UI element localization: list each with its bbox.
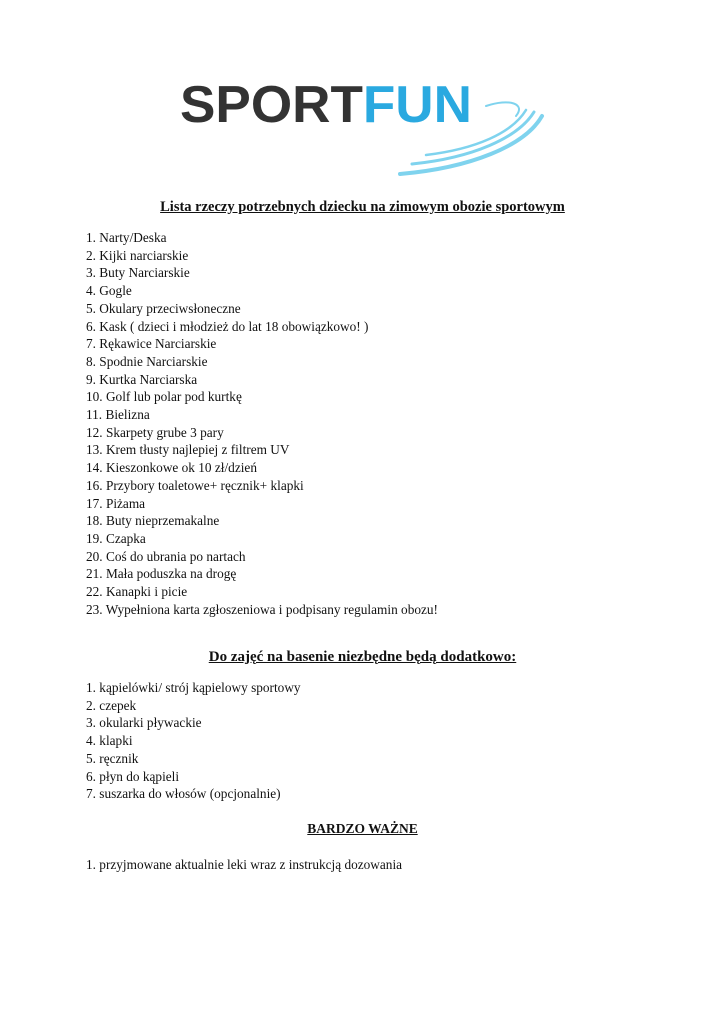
list-item: 5. ręcznik bbox=[86, 750, 139, 766]
important-title: BARDZO WAŻNE bbox=[307, 821, 418, 836]
list-item: 6. Kask ( dzieci i młodzież do lat 18 obowiązkowo! ) bbox=[86, 318, 369, 334]
list-item: 7. Rękawice Narciarskie bbox=[86, 336, 217, 352]
list-item: 4. Gogle bbox=[86, 283, 132, 299]
list-item: 19. Czapka bbox=[86, 530, 146, 546]
list-item: 16. Przybory toaletowe+ ręcznik+ klapki bbox=[86, 477, 304, 493]
list-item: 23. Wypełniona karta zgłoszeniowa i podpisany regulamin obozu! bbox=[86, 601, 438, 617]
list-item: 11. Bielizna bbox=[86, 407, 150, 423]
list-item: 3. Buty Narciarskie bbox=[86, 265, 190, 281]
main-items-list bbox=[86, 229, 438, 618]
logo-word-fun: FUN bbox=[362, 76, 470, 134]
list-item: 3. okularki pływackie bbox=[86, 715, 202, 731]
list-item: 12. Skarpety grube 3 pary bbox=[86, 424, 224, 440]
important-items-list bbox=[86, 856, 402, 874]
list-item: 20. Coś do ubrania po nartach bbox=[86, 548, 246, 564]
list-item: 8. Spodnie Narciarskie bbox=[86, 353, 208, 369]
sportfun-logo-graphic bbox=[180, 76, 550, 186]
list-item: 4. klapki bbox=[86, 733, 133, 749]
sportfun-logo bbox=[180, 76, 550, 186]
list-item: 14. Kieszonkowe ok 10 zł/dzień bbox=[86, 460, 257, 476]
logo-word-sport: SPORT bbox=[180, 76, 360, 134]
list-item: 13. Krem tłusty najlepiej z filtrem UV bbox=[86, 442, 290, 458]
list-item: 7. suszarka do włosów (opcjonalnie) bbox=[86, 786, 281, 802]
list-item: 2. Kijki narciarskie bbox=[86, 247, 189, 263]
list-item: 9. Kurtka Narciarska bbox=[86, 371, 198, 387]
pool-list-title: Do zajęć na basenie niezbędne będą dodatkowo: bbox=[208, 649, 517, 665]
list-item: 1. przyjmowane aktualnie leki wraz z instrukcją dozowania bbox=[86, 857, 403, 872]
list-item: 6. płyn do kąpieli bbox=[86, 768, 180, 784]
list-item: 17. Piżama bbox=[86, 495, 146, 511]
logo-wordmark bbox=[180, 76, 472, 134]
list-item: 1. kąpielówki/ strój kąpielowy sportowy bbox=[86, 680, 301, 695]
list-item: 18. Buty nieprzemakalne bbox=[86, 513, 220, 529]
list-item: 2. czepek bbox=[86, 697, 137, 713]
list-item: 5. Okulary przeciwsłoneczne bbox=[86, 300, 241, 316]
list-item: 1. Narty/Deska bbox=[86, 230, 167, 245]
list-item: 21. Mała poduszka na drogę bbox=[86, 566, 237, 582]
list-item: 22. Kanapki i picie bbox=[86, 584, 188, 600]
pool-items-list bbox=[86, 679, 301, 803]
main-list-title: Lista rzeczy potrzebnych dziecku na zimowym obozie sportowym bbox=[160, 199, 565, 215]
list-item: 10. Golf lub polar pod kurtkę bbox=[86, 389, 242, 405]
